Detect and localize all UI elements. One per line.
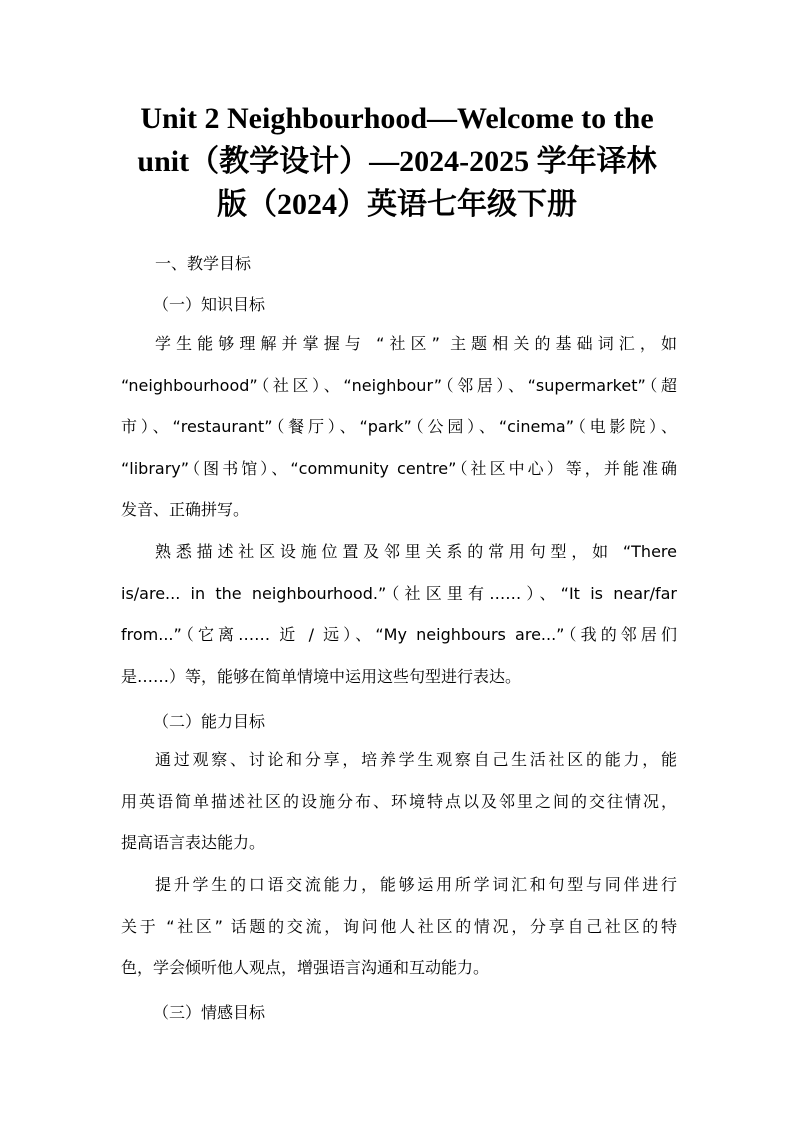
paragraph-observation <box>121 739 677 864</box>
paragraph-line: 是……）等，能够在简单情境中运用这些句型进行表达。 <box>121 666 522 686</box>
paragraph-line: 关于 “社区” 话题的交流，询问他人社区的情况，分享自己社区的特 <box>121 916 677 936</box>
title-line: unit（教学设计）—2024-2025 学年译林 <box>137 145 657 178</box>
paragraph-line: 通过观察、讨论和分享，培养学生观察自己生活社区的能力，能 <box>155 750 677 769</box>
paragraph-line: “neighbourhood”（社区）、“neighbour”（邻居）、“supermarket”（超 <box>121 375 677 395</box>
subheading-knowledge-goals: （一）知识目标 <box>153 295 266 314</box>
title-line: Unit 2 Neighbourhood—Welcome to the <box>140 102 654 135</box>
paragraph-line: 提高语言表达能力。 <box>121 833 266 852</box>
title-line: 版（2024）英语七年级下册 <box>217 188 577 221</box>
section-heading-teaching-goals: 一、教学目标 <box>155 254 252 273</box>
paragraph-line: 市）、“restaurant”（餐厅）、“park”（公园）、“cinema”（电影院）、 <box>121 417 677 436</box>
paragraph-line: 学生能够理解并掌握与 “社区” 主题相关的基础词汇，如 <box>155 334 677 353</box>
paragraph-sentence-patterns <box>121 531 677 697</box>
paragraph-oral-communication <box>121 864 677 989</box>
paragraph-line: 发音、正确拼写。 <box>121 500 250 519</box>
paragraph-line: 提升学生的口语交流能力，能够运用所学词汇和句型与同伴进行 <box>155 875 677 894</box>
paragraph-line: “library”（图书馆）、“community centre”（社区中心）等，并能准确 <box>121 458 677 478</box>
paragraph-line: from...”（它离…… 近 / 远）、“My neighbours are...”（我的邻居们 <box>121 625 677 644</box>
subheading-ability-goals: （二）能力目标 <box>153 712 266 731</box>
paragraph-line: 熟悉描述社区设施位置及邻里关系的常用句型，如 “There <box>155 542 677 561</box>
subheading-emotional-goals: （三）情感目标 <box>153 1003 266 1022</box>
paragraph-line: 用英语简单描述社区的设施分布、环境特点以及邻里之间的交往情况， <box>121 791 677 811</box>
paragraph-vocabulary <box>121 323 677 531</box>
paragraph-line: is/are... in the neighbourhood.”（社区里有……）、“It is near/far <box>121 583 677 603</box>
document-title <box>100 97 694 226</box>
paragraph-line: 色，学会倾听他人观点，增强语言沟通和互动能力。 <box>121 958 490 977</box>
